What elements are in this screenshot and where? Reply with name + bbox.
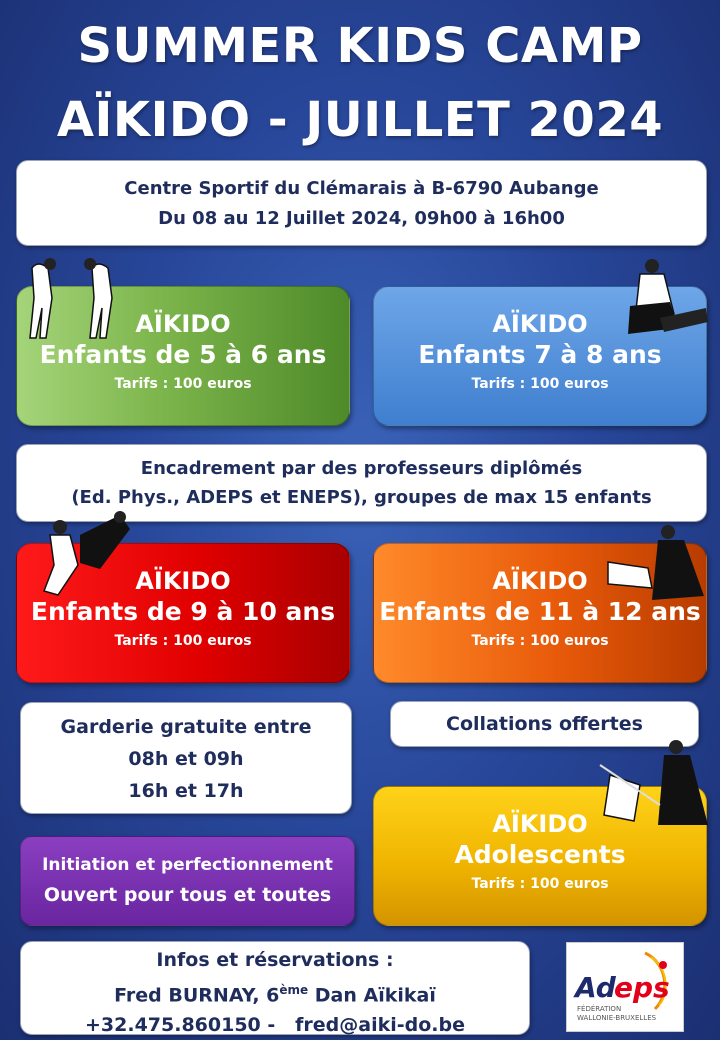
rank-superscript: ème [279,983,309,997]
daycare-line-3: 16h et 17h [128,780,244,802]
staff-line-2: (Ed. Phys., ADEPS et ENEPS), groupes de max 15 enfants [71,487,652,508]
initiation-line-2: Ouvert pour tous et toutes [43,884,332,906]
title-line-1: SUMMER KIDS CAMP [77,18,643,74]
contact-box [20,941,530,1035]
logo-sub-2: WALLONIE-BRUXELLES [577,1014,657,1022]
card-price: Tarifs : 100 euros [114,376,252,392]
card-price: Tarifs : 100 euros [114,633,252,649]
contact-heading: Infos et réservations : [156,949,394,971]
pinning-technique-icon [600,256,710,341]
card-title: AÏKIDO [135,567,231,595]
daycare-box [20,702,352,814]
contact-email[interactable]: fred@aiki-do.be [295,1014,465,1037]
card-title: AÏKIDO [492,310,588,338]
title-line-2: AÏKIDO - JUILLET 2024 [56,92,664,148]
card-age-group: Enfants de 9 à 10 ans [30,597,336,626]
venue-address: Centre Sportif du Clémarais à B-6790 Aubange [124,178,599,199]
card-age-group: Enfants 7 à 8 ans [418,340,662,369]
card-price: Tarifs : 100 euros [471,876,609,892]
initiation-box [20,836,355,926]
daycare-line-1: Garderie gratuite entre [60,716,312,738]
card-price: Tarifs : 100 euros [471,633,609,649]
venue-box [16,160,707,246]
card-title: AÏKIDO [135,310,231,338]
contact-details: +32.475.860150 - fred@aiki-do.be [85,1014,465,1037]
initiation-line-1: Initiation et perfectionnement [42,855,333,875]
weapon-technique-icon [590,735,715,830]
card-age-group: Enfants de 5 à 6 ans [39,340,327,369]
card-title: AÏKIDO [492,810,588,838]
card-price: Tarifs : 100 euros [471,376,609,392]
joint-lock-icon [598,522,710,602]
logo-word-a: Ad [575,971,616,1004]
adeps-logo [566,942,684,1032]
card-age-group: Adolescents [454,840,626,869]
adeps-logo-graphic [567,943,685,1033]
card-age-group: Enfants de 11 à 12 ans [379,597,701,626]
venue-dates: Du 08 au 12 Juillet 2024, 09h00 à 16h00 [158,208,565,229]
snacks-text: Collations offertes [446,713,643,735]
contact-phone[interactable]: +32.475.860150 [85,1014,261,1037]
daycare-line-2: 08h et 09h [128,748,244,770]
card-title: AÏKIDO [492,567,588,595]
throw-technique-icon [20,505,135,600]
staff-line-1: Encadrement par des professeurs diplômés [140,458,583,479]
logo-word-b: eps [614,971,670,1004]
logo-sub-1: FÉDÉRATION [577,1005,622,1013]
contact-name: Fred BURNAY, 6ème Dan Aïkikaï [114,983,436,1007]
bowing-practitioners-icon [20,248,130,343]
